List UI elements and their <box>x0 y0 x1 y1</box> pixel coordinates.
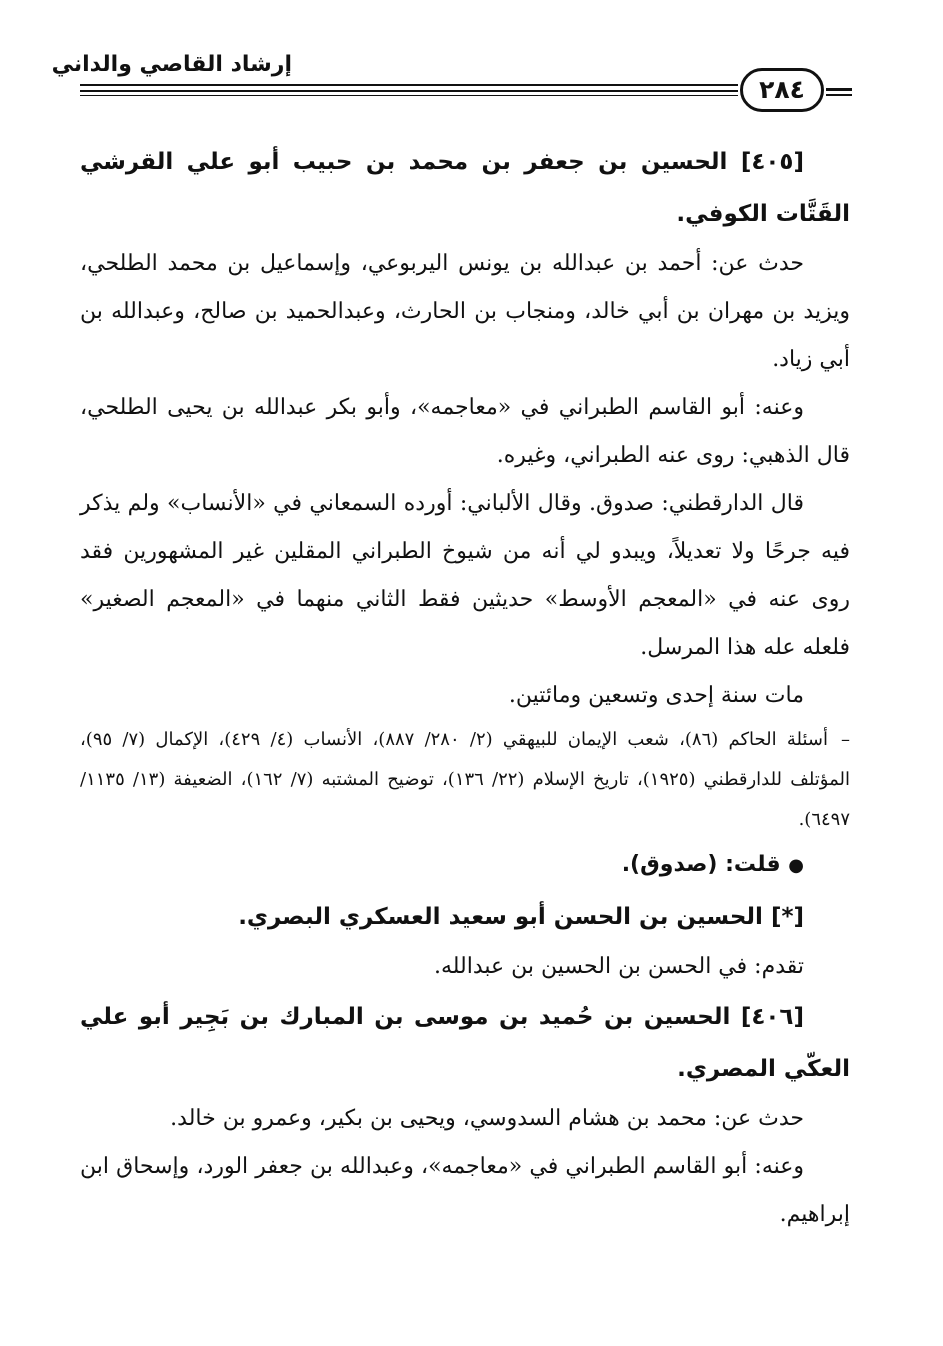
entry-verdict-text: قلت: (صدوق). <box>621 852 781 877</box>
bullet-icon: ● <box>788 855 804 876</box>
header-rule <box>826 94 852 96</box>
entry-narrated-from: حدث عن: محمد بن هشام السدوسي، ويحيى بن بكير، وعمرو بن خالد. <box>170 1106 804 1131</box>
header-rule <box>826 88 852 91</box>
reference-dash: – <box>841 729 850 750</box>
entry-verdict <box>80 840 850 891</box>
entry-assessment: قال الدارقطني: صدوق. وقال الألباني: أورده السمعاني في «الأنساب» ولم يذكر فيه جرحًا ولا تعديلاً، ويبدو لي أنه من شيوخ الطبراني المقلين غير المشهورين فقد روى عنه في «المعجم الأوسط» حديثين فقط الثاني منهما في «المعجم الصغير» فلعله عله هذا المرسل. <box>80 491 850 660</box>
entry-title: [٤٠٥] الحسين بن جعفر بن محمد بن حبيب أبو علي القرشي القَتَّات الكوفي. <box>80 149 850 227</box>
page-content <box>80 136 850 1239</box>
entry-death: مات سنة إحدى وتسعين ومائتين. <box>508 683 804 708</box>
header-rule <box>80 95 738 96</box>
entry-narrated-from: حدث عن: أحمد بن عبدالله بن يونس اليربوعي، وإسماعيل بن محمد الطلحي، ويزيد بن مهران بن أبي خالد، ومنجاب بن الحارث، وعبدالحميد بن صالح، وعبدالله بن أبي زياد. <box>80 251 850 372</box>
header-rule <box>80 90 738 92</box>
page-number-badge: ٢٨٤ <box>740 68 824 112</box>
entry-references <box>80 720 850 840</box>
cross-reference-title: [*] الحسين بن الحسن أبو سعيد العسكري البصري. <box>238 904 804 930</box>
entry-title: [٤٠٦] الحسين بن حُميد بن موسى بن المبارك بن بَجِير أبو علي العكّي المصري. <box>80 1004 850 1082</box>
header-rule <box>80 84 738 86</box>
cross-reference-note: تقدم: في الحسن بن الحسين بن عبدالله. <box>433 954 804 979</box>
entry-narrators: وعنه: أبو القاسم الطبراني في «معاجمه»، وعبدالله بن جعفر الورد، وإسحاق ابن إبراهيم. <box>80 1154 850 1227</box>
running-head-title: إرشاد القاصي والداني <box>51 52 292 77</box>
entry-references-text: أسئلة الحاكم (٨٦)، شعب الإيمان للبيهقي (٢/ ٢٨٠/ ٨٨٧)، الأنساب (٤/ ٤٢٩)، الإكمال (٧/ ٩٥)، المؤتلف للدارقطني (١٩٢٥)، تاريخ الإسلام (٢٢/ ١٣٦)، توضيح المشتبه (٧/ ١٦٢)، الضعيفة (١٣/ ١١٣٥/ ٦٤٩٧). <box>80 729 850 830</box>
entry-narrators: وعنه: أبو القاسم الطبراني في «معاجمه»، وأبو بكر عبدالله بن يحيى الطلحي، قال الذهبي: روى عنه الطبراني، وغيره. <box>80 395 850 468</box>
